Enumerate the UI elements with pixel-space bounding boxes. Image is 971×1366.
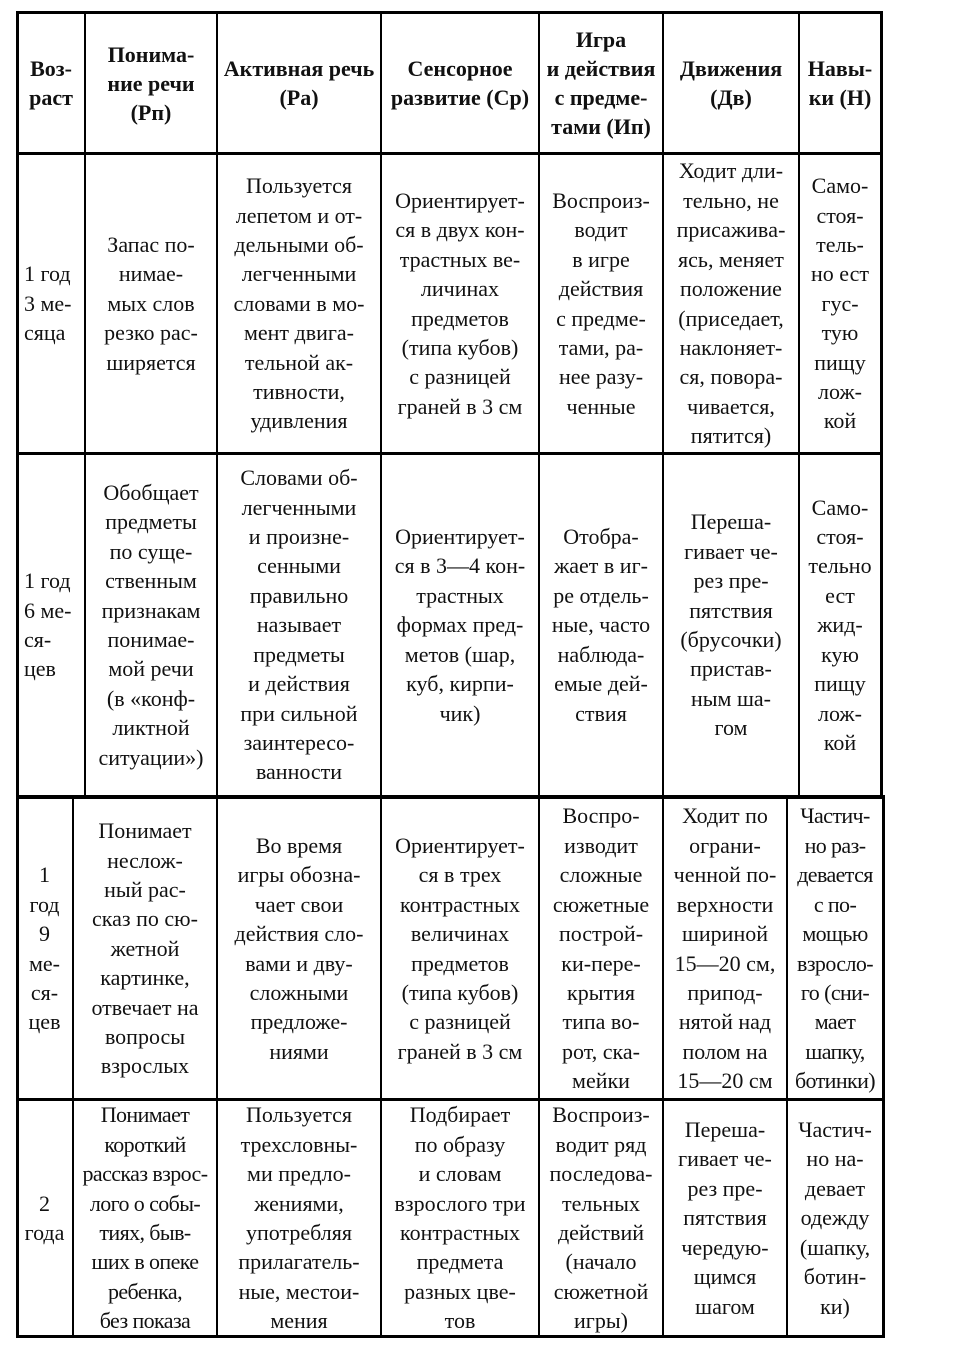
col-divider-sensory <box>538 11 540 1338</box>
row3-speech-understanding: Понимает неслож- ный рас- сказ по сю- жетной картинке, отвечает на вопросы взрослых <box>91 818 199 1079</box>
header-speech-understanding: Понима- ние речи (Рп) <box>107 41 195 125</box>
row3-sensory-development: Ориентирует- ся в трех контрастных величинах предметов (типа кубов) с разницей граней в 3 см <box>395 832 525 1064</box>
row4-active-speech: Пользуется трехсловны- ми предло- жениями, употребляя прилагатель- ные, местои- мения <box>238 1102 360 1334</box>
header-skills: Навы- ки (Н) <box>807 56 873 110</box>
row1-movements: Ходит дли- тельно, не присаживa- ясь, меняет положение (приседает, наклоняет- ся, повора- чивается, пятится) <box>676 158 786 449</box>
row1-sensory-development: Ориентирует- ся в двух кон- трастных ве- личинах предметов (типа кубов) с разницей граней в 3 см <box>395 187 525 419</box>
row4-movements: Переша- гивает че- рез пре- пятствия чередую- щимся шагом <box>678 1117 772 1319</box>
col-divider-age-lower <box>72 795 74 1338</box>
row3-play-actions: Воспро- изводит сложные сюжетные построй- ки-пере- крытия типа во- рот, ска- мейки <box>552 803 650 1094</box>
header-sensory-development: Сенсорное развитие (Ср) <box>390 56 530 110</box>
col-divider-active <box>380 11 382 1338</box>
row-divider-1 <box>16 452 882 455</box>
header-active-speech: Активная речь (Ра) <box>223 56 375 110</box>
row-divider-3 <box>16 1098 884 1101</box>
header-play-actions: Игра и действия с предме- тами (Ип) <box>546 27 656 139</box>
col-divider-speech <box>216 11 218 1338</box>
col-divider-play <box>662 11 664 1338</box>
col-divider-movement-lower <box>786 795 788 1338</box>
header-movements: Движения (Дв) <box>679 56 783 110</box>
row2-speech-understanding: Обобщает предметы по суще- ственным признакам понимае- мой речи (в «конф- ликтной ситуации») <box>98 479 204 770</box>
row1-active-speech: Пользуется лепетом и от- дельными об- легченными словами в мо- мент двига- тельной ак- тивности, удивления <box>233 173 365 434</box>
row4-play-actions: Воспроиз- водит ряд последова- тельных действий (начало сюжетной игры) <box>549 1102 653 1334</box>
row2-age: 1 год 6 ме- ся- цев <box>24 568 72 682</box>
row2-active-speech: Словами об- легченными и произне- сенными правильно называет предметы и действия при сильной заинтересо- ванности <box>240 465 358 785</box>
col-divider-age-upper <box>84 11 86 797</box>
row3-active-speech: Во время игры обозна- чает свои действия сло- вами и дву- сложными предложе- ниями <box>234 832 364 1064</box>
row4-skills: Частич- но на- девает одежду (шапку, ботин- ки) <box>798 1117 872 1319</box>
col-divider-movement-upper <box>798 11 800 797</box>
table-border-left <box>16 11 19 1338</box>
table-border-right-lower <box>882 795 885 1338</box>
table-border-top <box>16 11 882 14</box>
row1-age: 1 год 3 ме- сяца <box>24 261 72 346</box>
row3-skills: Частич- но раз- девается с по- мощью взросло- го (сни- мает шапку, ботинки) <box>794 803 876 1094</box>
row4-speech-understanding: Понимает короткий рассказ взрос- лого о собы- тиях, быв- ших в опеке ребенка, без показа <box>82 1102 208 1334</box>
row2-movements: Переша- гивает че- рез пре- пятствия (брусочки) пристав- ным ша- гом <box>680 509 782 741</box>
table-border-right-upper <box>880 11 883 797</box>
row2-sensory-development: Ориентирует- ся в 3—4 кон- трастных формах пред- метов (шар, куб, кирпи- чик) <box>394 524 526 726</box>
row4-age: 2 года <box>24 1190 65 1245</box>
row-divider-2 <box>16 795 884 799</box>
row2-skills: Само- стоя- тельно ест жид- кую пищу лож- кой <box>808 494 872 755</box>
row3-movements: Ходит по ограни- ченной по- верхности шириной 15—20 см, припод- нятой над полом на 15—20 см <box>673 803 777 1094</box>
row1-skills: Само- стоя- тель- но ест гус- тую пищу лож- кой <box>811 173 869 434</box>
row1-speech-understanding: Запас по- нимае- мых слов резко рас- ширяется <box>104 231 198 375</box>
row2-play-actions: Отобра- жает в иг- ре отдель- ные, часто наблюда- емые дей- ствия <box>551 524 651 726</box>
table-border-bottom <box>16 1335 884 1338</box>
row4-sensory-development: Подбирает по образу и словам взрослого три контрастных предмета разных цве- тов <box>394 1102 526 1334</box>
header-divider <box>16 152 882 155</box>
header-age: Воз- раст <box>29 56 73 110</box>
row3-age: 1 год 9 ме- ся- цев <box>28 862 61 1035</box>
row1-play-actions: Воспроиз- водит в игре действия с предме- тами, ра- нее разу- ченные <box>552 187 650 419</box>
